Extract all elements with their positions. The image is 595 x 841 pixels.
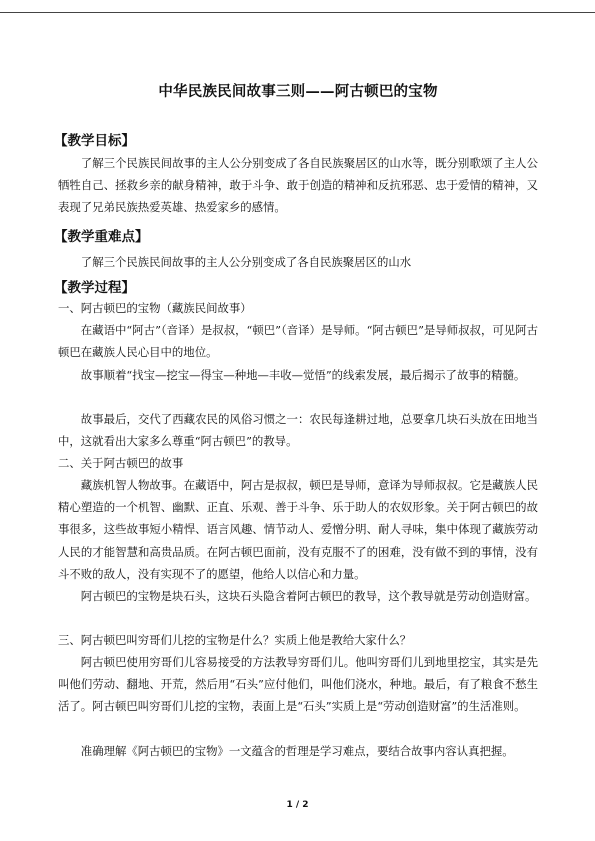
paragraph-2a: 藏族机智人物故事。在藏语中，阿古是叔叔，顿巴是导师，意译为导师叔叔。它是藏族人民精心塑造的一个机智、幽默、正直、乐观、善于斗争、乐于助人的农奴形象。关于阿古顿巴的故事很多，这些故事短小精悍、语言风趣、情节动人、爱憎分明、耐人寻味，集中体现了藏族劳动人民的才能智慧和高贵品质。在阿古顿巴面前，没有克服不了的困难，没有做不到的事情，没有斗不败的敌人，没有实现不了的愿望，他给人以信心和力量。	[58, 478, 538, 581]
subheading-3: 三、阿古顿巴叫穷哥们儿挖的宝物是什么？实质上他是教给大家什么？	[58, 633, 412, 647]
section-heading-goals: 【教学目标】	[54, 133, 135, 149]
goals-paragraph: 了解三个民族民间故事的主人公分别变成了各自民族聚居区的山水等，既分别歌颂了主人公牺牲自己、拯救乡亲的献身精神，敢于斗争、敢于创造的精神和反抗邪恶、忠于爱情的精神，又表现了兄弟民族热爱英雄、热爱家乡的感情。	[58, 156, 538, 215]
paragraph-2b: 阿古顿巴的宝物是块石头，这块石头隐含着阿古顿巴的教导，这个教导就是劳动创造财富。	[80, 589, 537, 603]
paragraph-1b: 故事顺着“找宝—挖宝—得宝—种地—丰收—觉悟”的线索发展，最后揭示了故事的精髓。	[80, 368, 526, 382]
paragraph-1a: 在藏语中“阿古”（音译）是叔叔，“顿巴”（音译）是导师。“阿古顿巴”是导师叔叔，可见阿古顿巴在藏族人民心目中的地位。	[58, 323, 538, 360]
section-heading-process: 【教学过程】	[54, 280, 135, 296]
paragraph-1c: 故事最后，交代了西藏农民的风俗习惯之一：农民每逢耕过地，总要拿几块石头放在田地当中，这就看出大家多么尊重“阿古顿巴”的教导。	[58, 412, 538, 449]
paragraph-3a: 阿古顿巴使用穷哥们儿容易接受的方法教导穷哥们儿。他叫穷哥们儿到地里挖宝，其实是先叫他们劳动、翻地、开荒，然后用“石头”应付他们，叫他们浇水，种地。最后，有了粮食不愁生活了。阿古顿巴叫穷哥们儿挖的宝物，表面上是“石头”实质上是“劳动创造财富”的生活准则。	[58, 655, 538, 714]
page-number: 1 / 2	[286, 800, 309, 810]
subheading-2: 二、关于阿古顿巴的故事	[58, 456, 184, 470]
key-points-paragraph: 了解三个民族民间故事的主人公分别变成了各自民族聚居区的山水	[80, 255, 412, 269]
paragraph-3b: 准确理解《阿古顿巴的宝物》一文蕴含的哲理是学习难点，要结合故事内容认真把握。	[80, 744, 514, 758]
section-heading-key-points: 【教学重难点】	[54, 229, 149, 245]
subheading-1: 一、阿古顿巴的宝物（藏族民间故事）	[58, 301, 252, 315]
header-rule	[0, 12, 595, 13]
document-title: 中华民族民间故事三则——阿古顿巴的宝物	[158, 83, 438, 100]
